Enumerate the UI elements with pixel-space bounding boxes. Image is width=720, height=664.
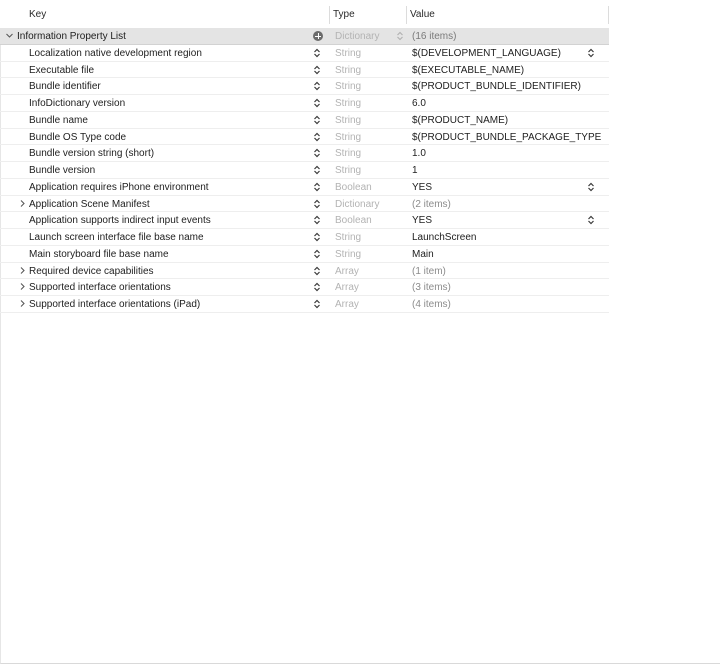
key-stepper-icon[interactable] <box>313 182 321 192</box>
table-row[interactable] <box>0 296 609 313</box>
row-type[interactable]: String <box>335 47 362 59</box>
key-stepper-icon[interactable] <box>313 81 321 91</box>
row-type[interactable]: String <box>335 165 362 176</box>
row-key[interactable]: Required device capabilities <box>29 265 154 277</box>
value-popup-icon[interactable] <box>587 215 595 225</box>
row-type[interactable]: Dictionary <box>335 198 380 210</box>
row-key[interactable]: Application supports indirect input events <box>29 215 211 227</box>
add-item-icon[interactable] <box>313 31 323 41</box>
row-value[interactable]: $(EXECUTABLE_NAME) <box>412 64 525 76</box>
key-stepper-icon[interactable] <box>313 165 321 175</box>
key-stepper-icon[interactable] <box>313 48 321 58</box>
row-type[interactable]: String <box>335 131 362 143</box>
table-row[interactable] <box>0 179 609 196</box>
table-row[interactable] <box>0 279 609 296</box>
table-row[interactable] <box>0 229 609 246</box>
row-key[interactable]: Launch screen interface file base name <box>29 232 204 243</box>
row-value[interactable]: $(PRODUCT_BUNDLE_IDENTIFIER) <box>412 81 581 93</box>
table-row[interactable] <box>0 112 609 129</box>
value-popup-icon[interactable] <box>587 182 595 192</box>
row-type[interactable]: String <box>335 64 362 76</box>
key-stepper-icon[interactable] <box>313 199 321 209</box>
root-type[interactable]: Dictionary <box>335 31 380 42</box>
key-stepper-icon[interactable] <box>313 215 321 225</box>
row-value[interactable]: (3 items) <box>412 282 451 294</box>
table-row[interactable] <box>0 145 609 162</box>
key-stepper-icon[interactable] <box>313 65 321 75</box>
column-header <box>0 0 720 28</box>
row-type[interactable]: Array <box>335 282 359 294</box>
row-key[interactable]: Executable file <box>29 64 95 76</box>
row-value[interactable]: 1.0 <box>412 148 426 160</box>
row-value[interactable]: (2 items) <box>412 198 451 210</box>
header-divider[interactable] <box>608 6 609 24</box>
row-type[interactable]: String <box>335 248 362 260</box>
root-key[interactable]: Information Property List <box>17 31 126 42</box>
row-value[interactable]: LaunchScreen <box>412 232 477 243</box>
table-row[interactable] <box>0 162 609 179</box>
row-type[interactable]: Boolean <box>335 215 372 227</box>
key-stepper-icon[interactable] <box>313 282 321 292</box>
header-key[interactable]: Key <box>29 9 47 20</box>
row-key[interactable]: Supported interface orientations (iPad) <box>29 299 201 310</box>
chevron-down-icon[interactable] <box>5 30 14 41</box>
row-key[interactable]: Application Scene Manifest <box>29 198 150 210</box>
table-row[interactable] <box>0 45 609 62</box>
row-type[interactable]: String <box>335 98 362 109</box>
key-stepper-icon[interactable] <box>313 98 321 108</box>
row-value[interactable]: Main <box>412 248 434 260</box>
header-divider[interactable] <box>329 6 330 24</box>
row-type[interactable]: Array <box>335 265 359 277</box>
table-row[interactable] <box>0 246 609 263</box>
row-type[interactable]: String <box>335 148 362 160</box>
table-row-root[interactable] <box>0 28 609 45</box>
header-divider[interactable] <box>406 6 407 24</box>
row-key[interactable]: Localization native development region <box>29 47 202 59</box>
row-key[interactable]: Bundle name <box>29 114 88 126</box>
table-row[interactable] <box>0 78 609 95</box>
chevron-right-icon[interactable] <box>18 298 27 309</box>
value-popup-icon[interactable] <box>587 48 595 58</box>
row-value[interactable]: 1 <box>412 165 418 176</box>
row-key[interactable]: Bundle version string (short) <box>29 148 155 160</box>
root-value: (16 items) <box>412 31 457 42</box>
key-stepper-icon[interactable] <box>313 232 321 242</box>
key-stepper-icon[interactable] <box>313 299 321 309</box>
row-type[interactable]: String <box>335 81 362 93</box>
type-stepper-icon[interactable] <box>396 31 404 41</box>
key-stepper-icon[interactable] <box>313 115 321 125</box>
row-type[interactable]: String <box>335 232 362 243</box>
row-key[interactable]: Bundle identifier <box>29 81 101 93</box>
chevron-right-icon[interactable] <box>18 198 27 209</box>
row-value[interactable]: YES <box>412 215 433 227</box>
key-stepper-icon[interactable] <box>313 148 321 158</box>
row-value[interactable]: $(PRODUCT_BUNDLE_PACKAGE_TYPE <box>412 131 602 143</box>
row-value[interactable]: (1 item) <box>412 265 446 277</box>
row-key[interactable]: Bundle version <box>29 165 96 176</box>
chevron-right-icon[interactable] <box>18 265 27 276</box>
row-value[interactable]: $(DEVELOPMENT_LANGUAGE) <box>412 47 561 59</box>
row-key[interactable]: Application requires iPhone environment <box>29 181 209 193</box>
table-row[interactable] <box>0 62 609 79</box>
row-type[interactable]: String <box>335 114 362 126</box>
header-value[interactable]: Value <box>410 9 435 20</box>
table-row[interactable] <box>0 196 609 213</box>
row-value[interactable]: 6.0 <box>412 98 426 109</box>
row-value[interactable]: YES <box>412 181 433 193</box>
table-row[interactable] <box>0 212 609 229</box>
row-key[interactable]: Supported interface orientations <box>29 282 171 294</box>
row-type[interactable]: Array <box>335 299 359 310</box>
property-table <box>0 28 609 313</box>
key-stepper-icon[interactable] <box>313 249 321 259</box>
table-row[interactable] <box>0 95 609 112</box>
row-key[interactable]: Bundle OS Type code <box>29 131 127 143</box>
row-value[interactable]: $(PRODUCT_NAME) <box>412 114 509 126</box>
row-key[interactable]: InfoDictionary version <box>29 98 126 109</box>
row-type[interactable]: Boolean <box>335 181 372 193</box>
row-value[interactable]: (4 items) <box>412 299 451 310</box>
row-key[interactable]: Main storyboard file base name <box>29 248 169 260</box>
key-stepper-icon[interactable] <box>313 132 321 142</box>
table-row[interactable] <box>0 129 609 146</box>
chevron-right-icon[interactable] <box>18 281 27 292</box>
table-row[interactable] <box>0 263 609 280</box>
header-type[interactable]: Type <box>333 9 355 20</box>
key-stepper-icon[interactable] <box>313 266 321 276</box>
